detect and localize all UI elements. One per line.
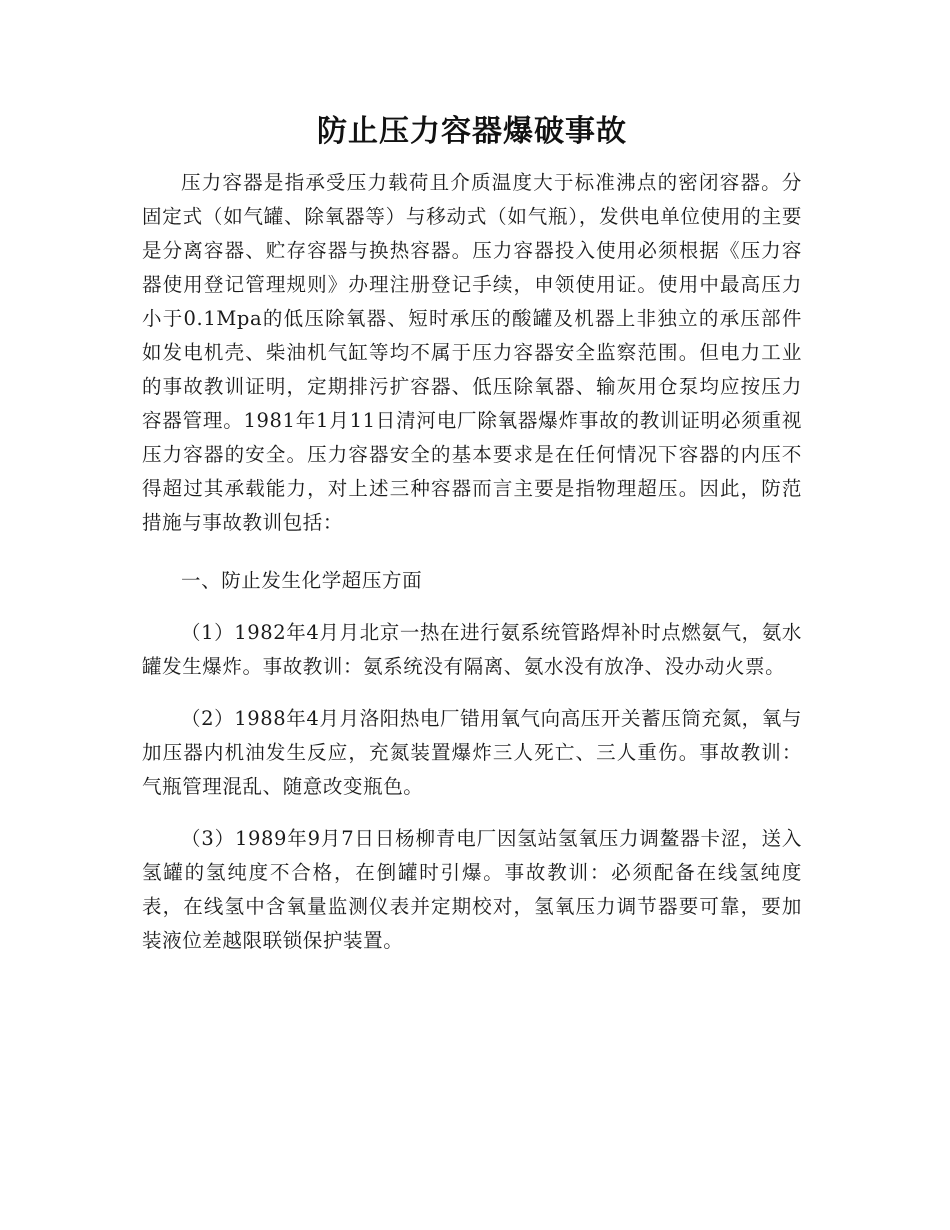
- section-heading: 一、防止发生化学超压方面: [181, 569, 423, 592]
- intro-paragraph: 压力容器是指承受压力载荷且介质温度大于标准沸点的密闭容器。分固定式（如气罐、除氧器等）与移动式（如气瓶），发供电单位使用的主要是分离容器、贮存容器与换热容器。压力容器投入使用必须根据《压力容器使用登记管理规则》办理注册登记手续，申领使用证。使用中最高压力小于0.1Mpa的低压除氧器、短时承压的酸罐及机器上非独立的承压部件如发电机壳、柴油机气缸等均不属于压力容器安全监察范围。但电力工业的事故教训证明，定期排污扩容器、低压除氧器、输灰用仓泵均应按压力容器管理。1981年1月11日清河电厂除氧器爆炸事故的教训证明必须重视压力容器的安全。压力容器安全的基本要求是在任何情况下容器的内压不得超过其承载能力，对上述三种容器而言主要是指物理超压。因此，防范措施与事故教训包括：: [142, 171, 802, 534]
- case-paragraph-2: （2）1988年4月月洛阳热电厂错用氧气向高压开关蓄压筒充氮，氧与加压器内机油发生反应，充氮装置爆炸三人死亡、三人重伤。事故教训：气瓶管理混乱、随意改变瓶色。: [142, 707, 802, 798]
- case-paragraph-1: （1）1982年4月月北京一热在进行氨系统管路焊补时点燃氨气，氨水罐发生爆炸。事故教训：氨系统没有隔离、氨水没有放净、没办动火票。: [142, 621, 802, 678]
- page-title: 防止压力容器爆破事故: [317, 114, 627, 149]
- case-paragraph-3: （3）1989年9月7日日杨柳青电厂因氢站氢氧压力调鳌器卡涩，送入氢罐的氢纯度不合格，在倒罐时引爆。事故教训：必须配备在线氢纯度表，在线氢中含氧量监测仪表并定期校对，氢氧压力调节器要可靠，要加装液位差越限联锁保护装置。: [142, 827, 802, 952]
- document-body: [142, 110, 802, 958]
